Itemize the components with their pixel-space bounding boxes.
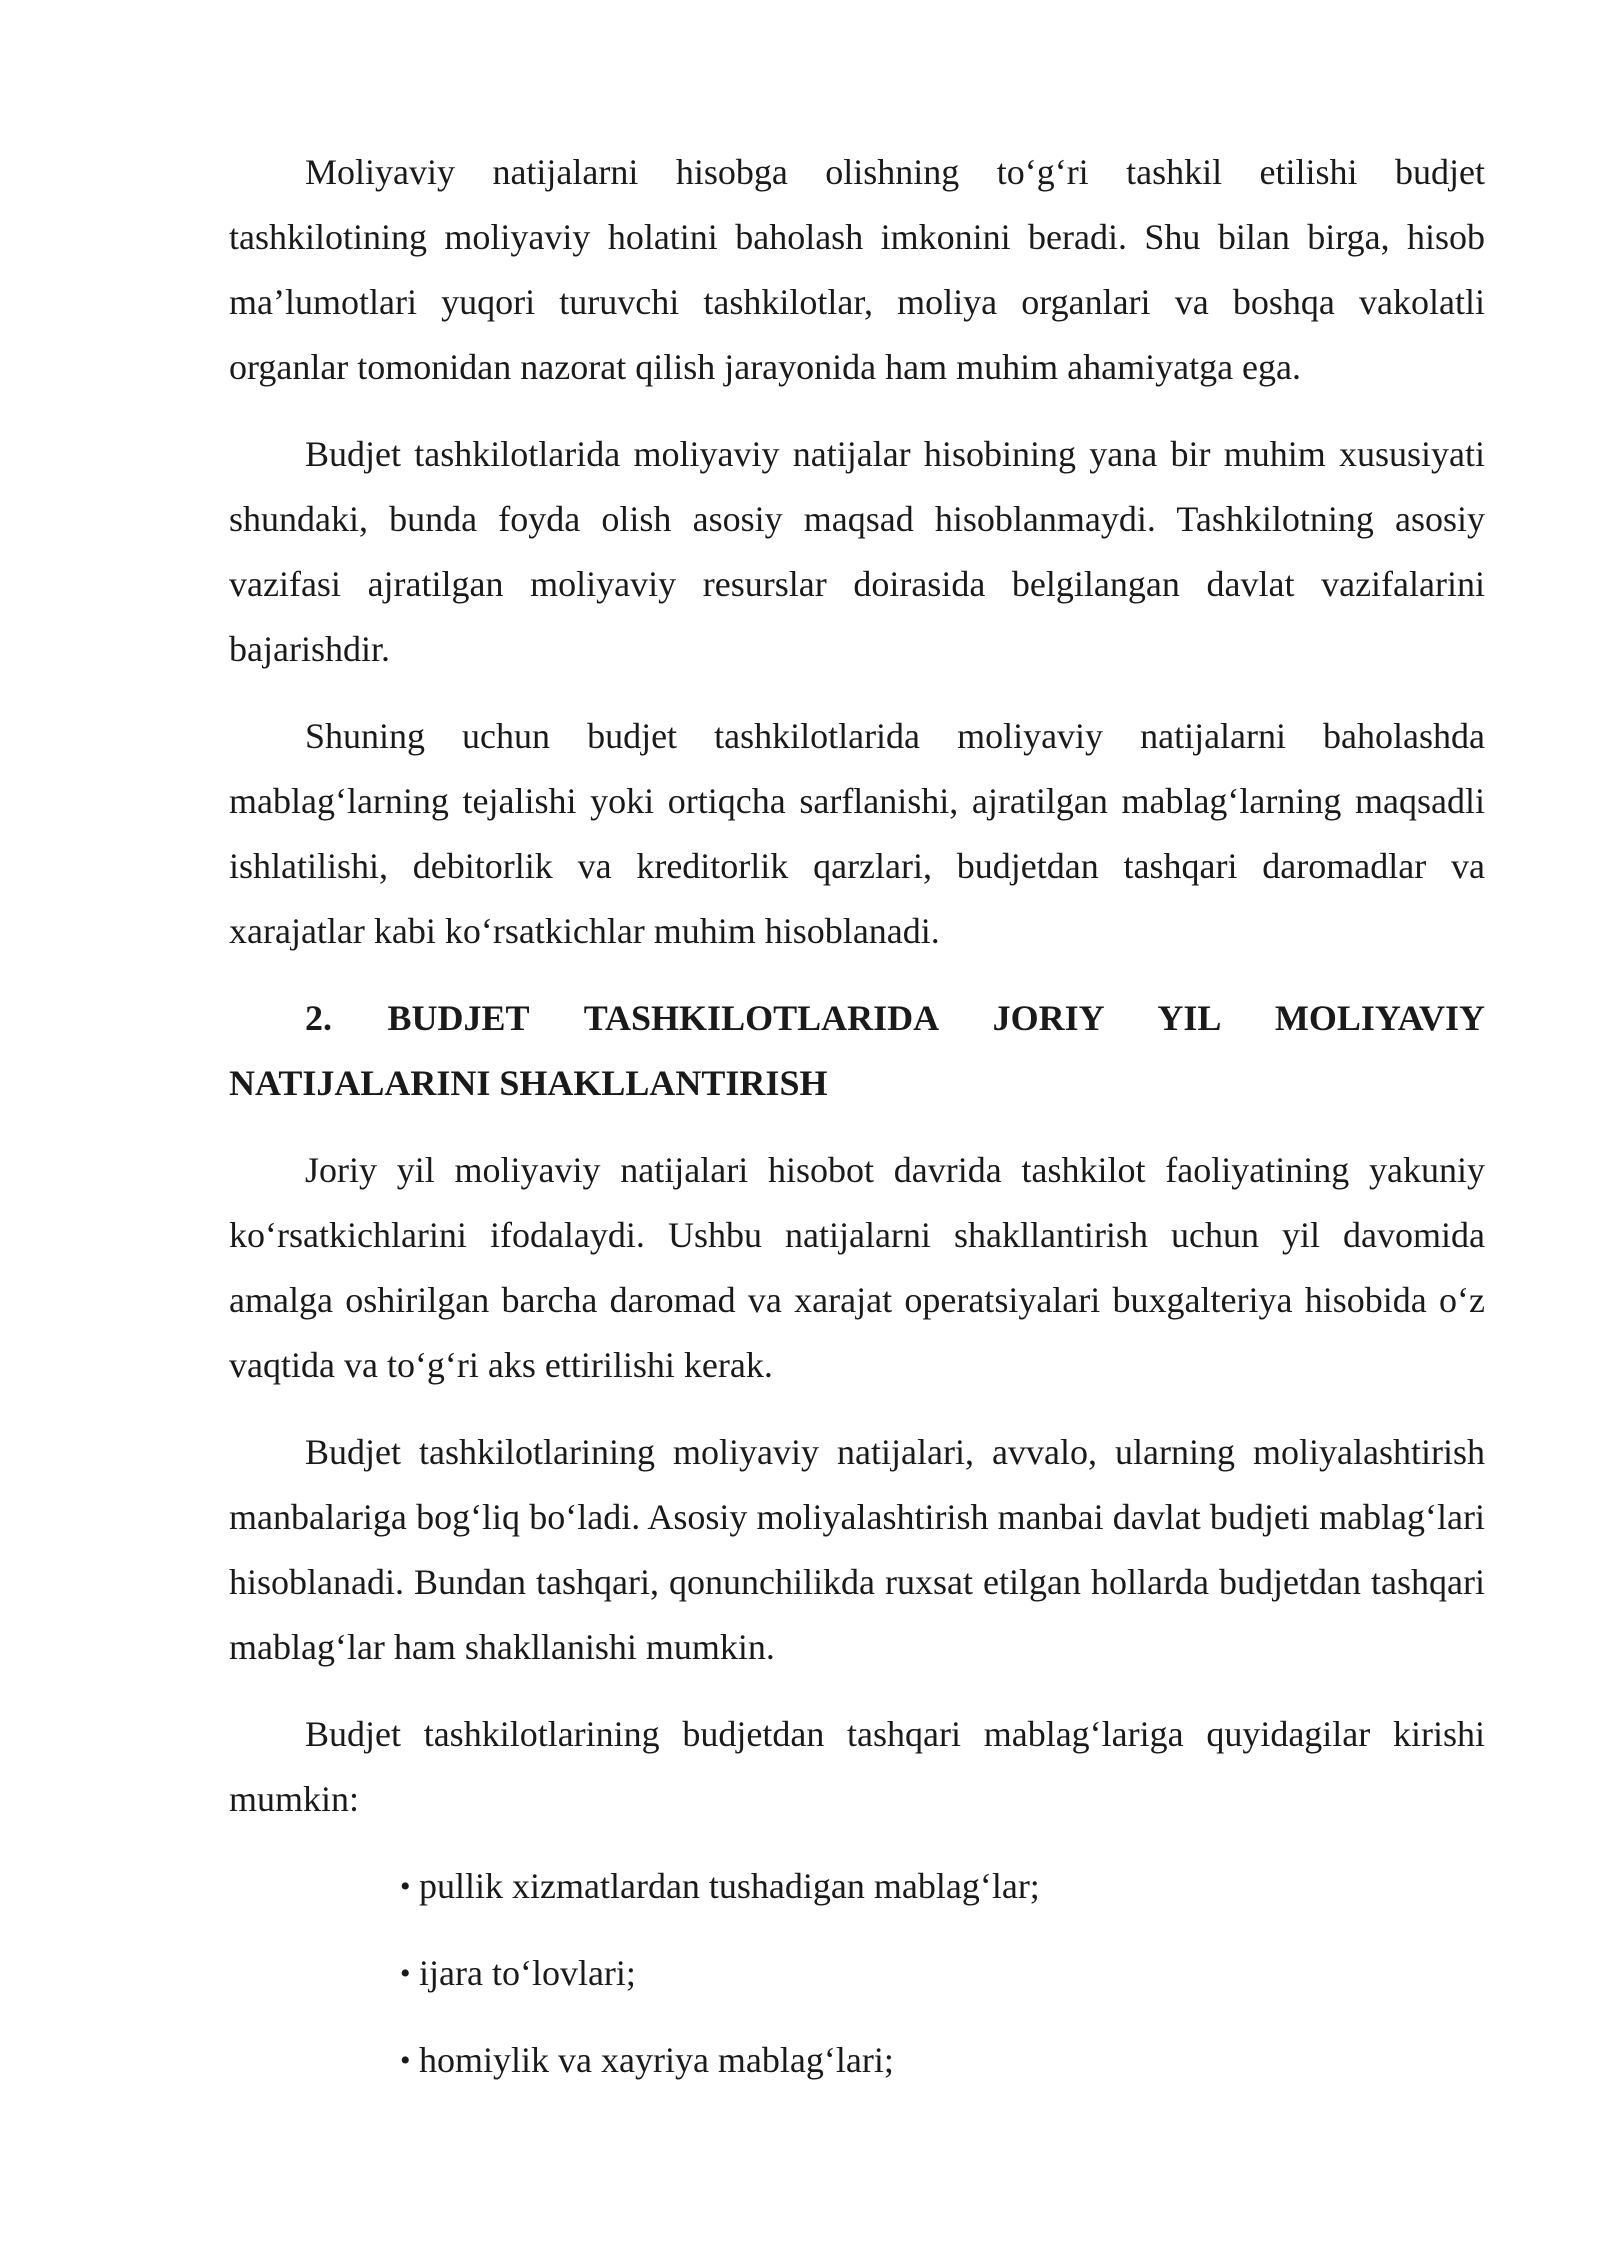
bullet-icon: • — [400, 1957, 411, 1990]
list-item — [229, 1941, 1485, 2006]
bullet-icon: • — [400, 1870, 411, 1903]
list-item — [229, 1854, 1485, 1919]
paragraph: Shuning uchun budjet tashkilotlarida moliyaviy natijalarni baholashda mablag‘larning tejalishi yoki ortiqcha sarflanishi, ajratilgan mablag‘larning maqsadli ishlatilishi, debitorlik va kreditorlik qarzlari, budjetdan tashqari daromadlar va xarajatlar kabi ko‘rsatkichlar muhim hisoblanadi. — [229, 716, 1485, 951]
paragraph: Budjet tashkilotlarida moliyaviy natijalar hisobining yana bir muhim xususiyati shundaki, bunda foyda olish asosiy maqsad hisoblanmaydi. Tashkilotning asosiy vazifasi ajratilgan moliyaviy resurslar doirasida belgilangan davlat vazifalarini bajarishdir. — [229, 434, 1485, 669]
paragraph: Joriy yil moliyaviy natijalari hisobot davrida tashkilot faoliyatining yakuniy ko‘rsatkichlarini ifodalaydi. Ushbu natijalarni shakllantirish uchun yil davomida amalga oshirilgan barcha daromad va xarajat operatsiyalari buxgalteriya hisobida o‘z vaqtida va to‘g‘ri aks ettirilishi kerak. — [229, 1150, 1485, 1385]
paragraph: Budjet tashkilotlarining moliyaviy natijalari, avvalo, ularning moliyalashtirish manbalariga bog‘liq bo‘ladi. Asosiy moliyalashtirish manbai davlat budjeti mablag‘lari hisoblanadi. Bundan tashqari, qonunchilikda ruxsat etilgan hollarda budjetdan tashqari mablag‘lar ham shakllanishi mumkin. — [229, 1432, 1485, 1667]
paragraph: Budjet tashkilotlarining budjetdan tashqari mablag‘lariga quyidagilar kirishi mumkin: — [229, 1714, 1485, 1819]
list-item-text: ijara to‘lovlari; — [419, 1953, 636, 1993]
bullet-icon: • — [400, 2044, 411, 2077]
bullet-list — [229, 1854, 1485, 2093]
list-item-text: pullik xizmatlardan tushadigan mablag‘lar; — [419, 1866, 1040, 1906]
section-heading: 2. BUDJET TASHKILOTLARIDA JORIY YIL MOLIYAVIY NATIJALARINI SHAKLLANTIRISH — [229, 998, 1485, 1103]
list-item-text: homiylik va xayriya mablag‘lari; — [419, 2040, 894, 2080]
paragraph: Moliyaviy natijalarni hisobga olishning to‘g‘ri tashkil etilishi budjet tashkilotining moliyaviy holatini baholash imkonini beradi. Shu bilan birga, hisob ma’lumotlari yuqori turuvchi tashkilotlar, moliya organlari va boshqa vakolatli organlar tomonidan nazorat qilish jarayonida ham muhim ahamiyatga ega. — [229, 152, 1485, 387]
list-item — [229, 2028, 1485, 2093]
document-body — [229, 140, 1485, 2115]
